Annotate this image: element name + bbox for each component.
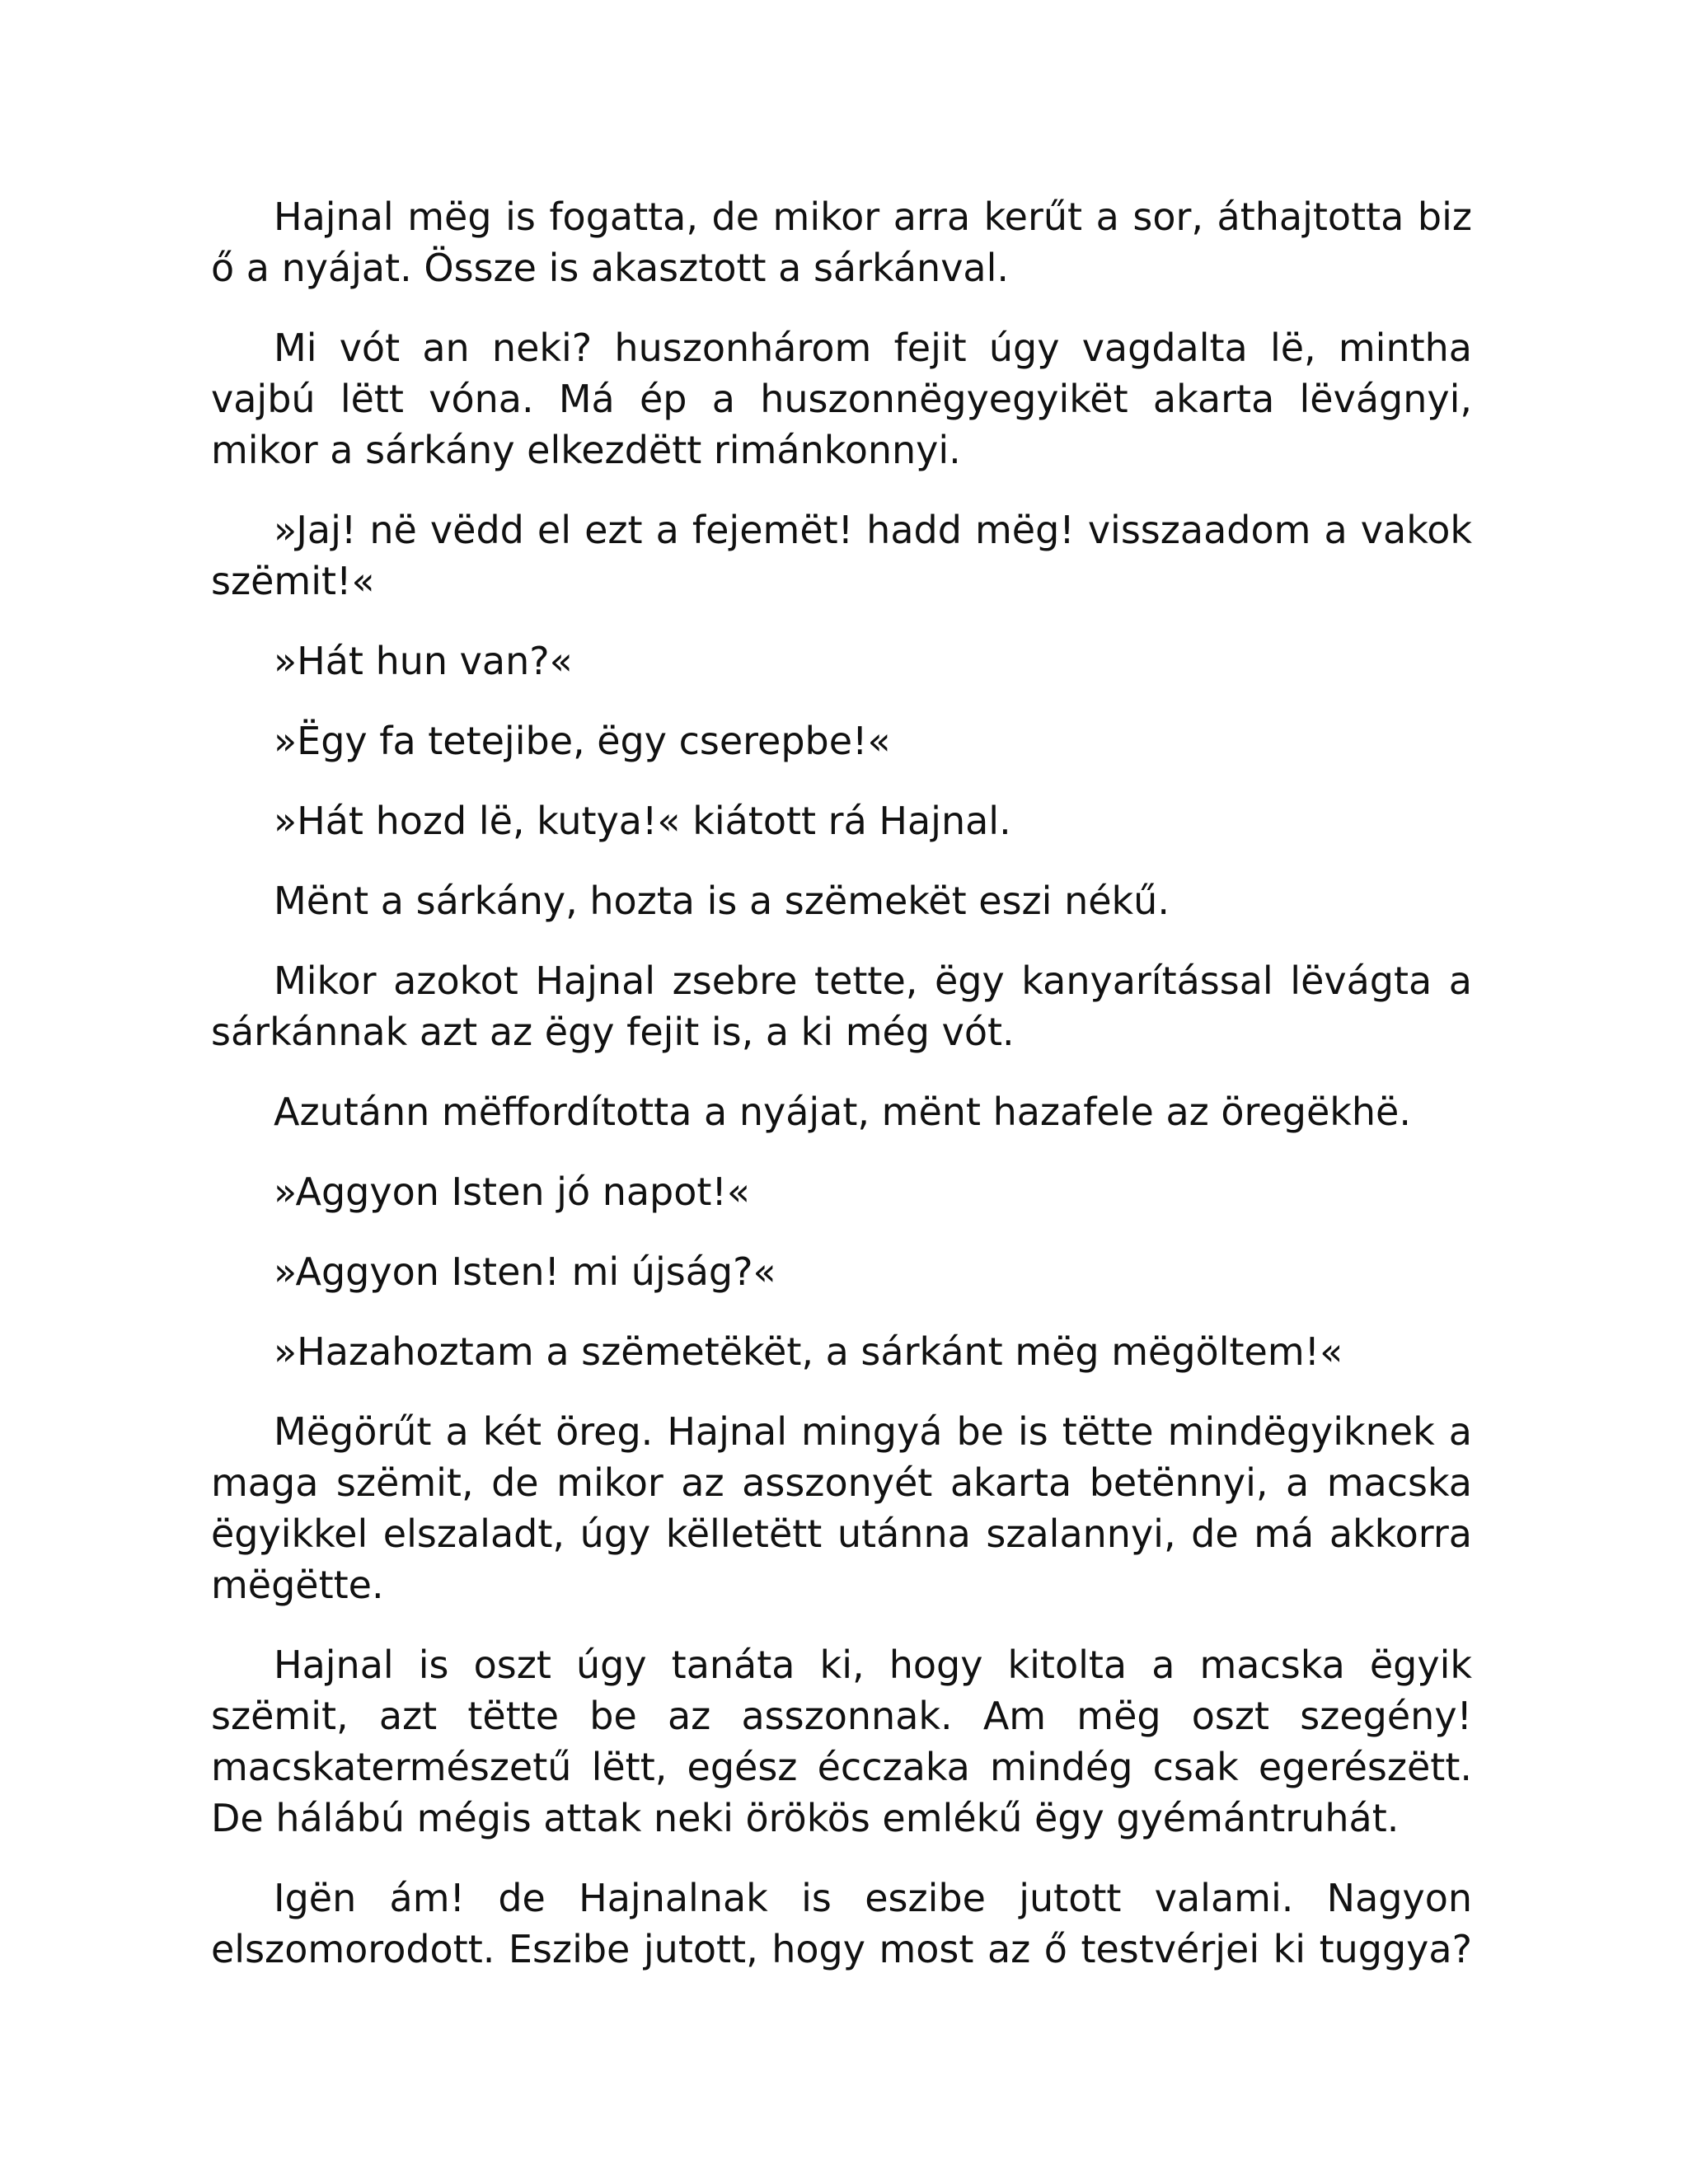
paragraph-7: Mënt a sárkány, hozta is a szëmekët eszi nékű. bbox=[274, 879, 1170, 923]
paragraph-1: Hajnal mëg is fogatta, de mikor arra kerűt a sor, áthajtotta biz ő a nyájat. Össze is akasztott a sárkánval. bbox=[211, 194, 1472, 290]
paragraph-13: Mëgörűt a két öreg. Hajnal mingyá be is tëtte mindëgyiknek a maga szëmit, de mikor az asszonyét akarta betënnyi, a macska ëgyikkel elszaladt, úgy këlletëtt utánna szalannyi, de má akkorra mëgëtte. bbox=[211, 1409, 1472, 1607]
paragraph-14: Hajnal is oszt úgy tanáta ki, hogy kitolta a macska ëgyik szëmit, azt tëtte be az asszonnak. Am mëg oszt szegény! macskatermészetű lëtt, egész écczaka mindég csak egerészëtt. De hálábú mégis attak neki örökös emlékű ëgy gyémántruhát. bbox=[211, 1643, 1472, 1840]
paragraph-4: »Hát hun van?« bbox=[274, 639, 573, 683]
paragraph-10: »Aggyon Isten jó napot!« bbox=[274, 1169, 751, 1214]
paragraph-5: »Ëgy fa tetejibe, ëgy cserepbe!« bbox=[274, 719, 891, 763]
paragraph-6: »Hát hozd lë, kutya!« kiátott rá Hajnal. bbox=[274, 799, 1011, 843]
paragraph-12: »Hazahoztam a szëmetëkët, a sárkánt mëg mëgöltem!« bbox=[274, 1329, 1343, 1374]
paragraph-9: Azutánn mëffordította a nyájat, mënt hazafele az öregëkhë. bbox=[274, 1090, 1411, 1134]
paragraph-2: Mi vót an neki? huszonhárom fejit úgy vagdalta lë, mintha vajbú lëtt vóna. Má ép a huszonnëgyegyikët akarta lëvágnyi, mikor a sárkány elkezdëtt rimánkonnyi. bbox=[211, 326, 1472, 472]
paragraph-11: »Aggyon Isten! mi újság?« bbox=[274, 1249, 776, 1294]
paragraph-3: »Jaj! në vëdd el ezt a fejemët! hadd mëg! visszaadom a vakok szëmit!« bbox=[211, 508, 1472, 603]
paragraph-8: Mikor azokot Hajnal zsebre tette, ëgy kanyarítással lëvágta a sárkánnak azt az ëgy fejit is, a ki még vót. bbox=[211, 958, 1472, 1054]
page-body bbox=[211, 191, 1472, 1975]
paragraph-15: Igën ám! de Hajnalnak is eszibe jutott valami. Nagyon elszomorodott. Eszibe jutott, hogy most az ő testvérjei ki tuggya? bbox=[211, 1876, 1472, 1971]
